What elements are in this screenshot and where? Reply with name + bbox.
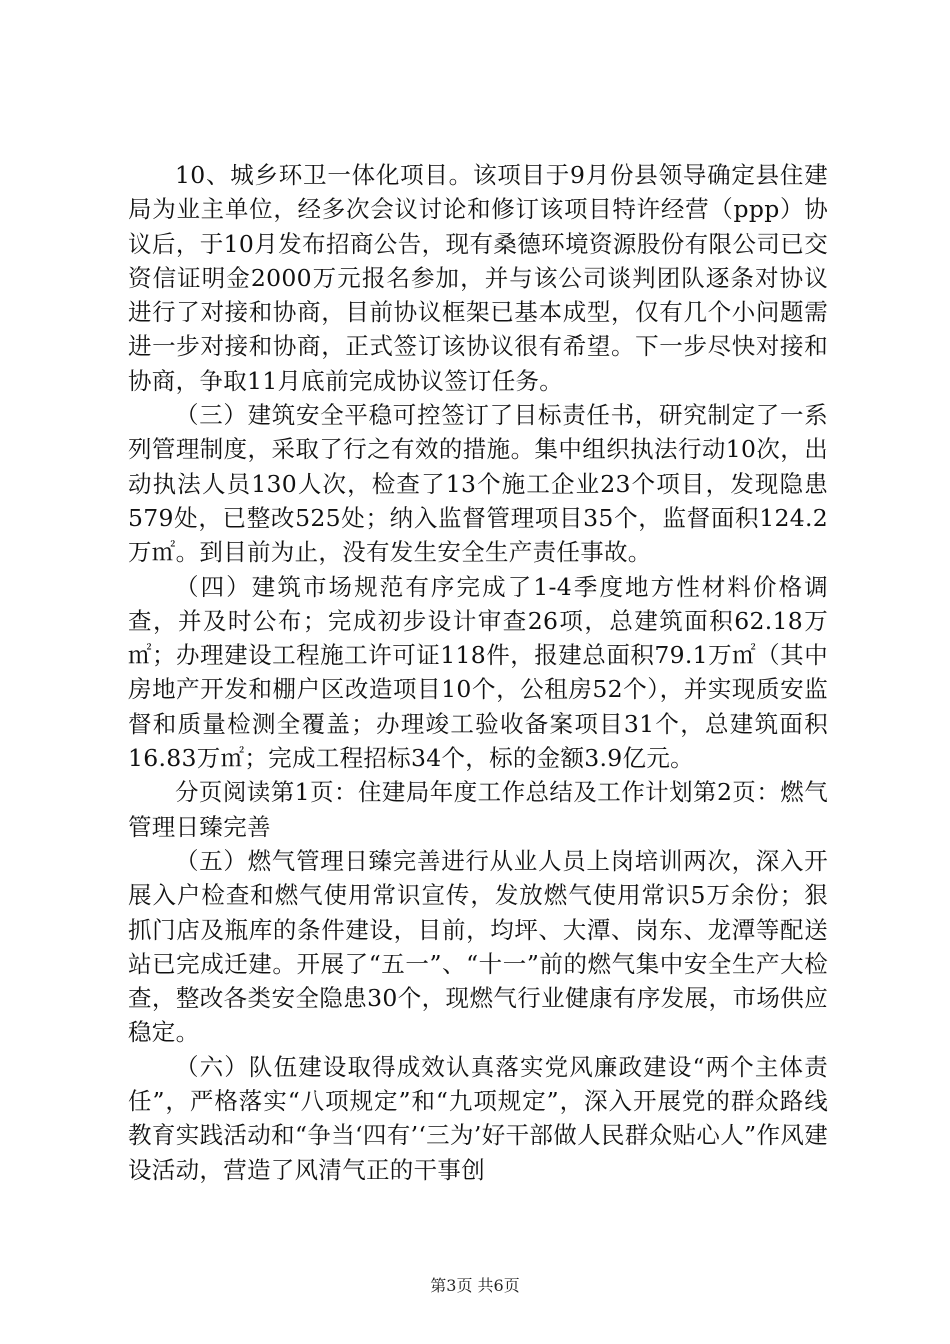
paragraph-sanitation-project: 10、城乡环卫一体化项目。该项目于9月份县领导确定县住建局为业主单位，经多次会议讨论和修订该项目特许经营（ppp）协议后，于10月发布招商公告，现有桑德环境资源股份有限公司已交资信证明金2000万元报名参加，并与该公司谈判团队逐条对协议进行了对接和协商，目前协议框架已基本成型，仅有几个小问题需进一步对接和协商，正式签订该协议很有希望。下一步尽快对接和协商，争取11月底前完成协议签订任务。 [128,161,828,395]
page-number-footer: 第3页 共6页 [430,1276,520,1295]
paragraph-construction-market: （四）建筑市场规范有序完成了1-4季度地方性材料价格调查，并及时公布；完成初步设计审查26项，总建筑面积62.18万㎡；办理建设工程施工许可证118件，报建总面积79.1万㎡（其中房地产开发和棚户区改造项目10个，公租房52个），并实现质安监督和质量检测全覆盖；办理竣工验收备案项目31个，总建筑面积16.83万㎡；完成工程招标34个，标的金额3.9亿元。 [128,572,828,773]
paragraph-team-building: （六）队伍建设取得成效认真落实党风廉政建设“两个主体责任”，严格落实“八项规定”和“九项规定”，深入开展党的群众路线教育实践活动和“争当‘四有’‘三为’好干部做人民群众贴心人”作风建设活动，营造了风清气正的干事创 [128,1052,828,1184]
paragraph-pagination-note: 分页阅读第1页：住建局年度工作总结及工作计划第2页：燃气管理日臻完善 [128,778,828,841]
document-body [128,158,828,1187]
paragraph-construction-safety: （三）建筑安全平稳可控签订了目标责任书，研究制定了一系列管理制度，采取了行之有效的措施。集中组织执法行动10次，出动执法人员130人次，检查了13个施工企业23个项目，发现隐患579处，已整改525处；纳入监督管理项目35个，监督面积124.2万㎡。到目前为止，没有发生安全生产责任事故。 [128,401,828,567]
paragraph-gas-management: （五）燃气管理日臻完善进行从业人员上岗培训两次，深入开展入户检查和燃气使用常识宣传，发放燃气使用常识5万余份；狠抓门店及瓶库的条件建设，目前，均坪、大潭、岗东、龙潭等配送站已完成迁建。开展了“五一”、“十一”前的燃气集中安全生产大检查，整改各类安全隐患30个，现燃气行业健康有序发展，市场供应稳定。 [128,846,828,1047]
